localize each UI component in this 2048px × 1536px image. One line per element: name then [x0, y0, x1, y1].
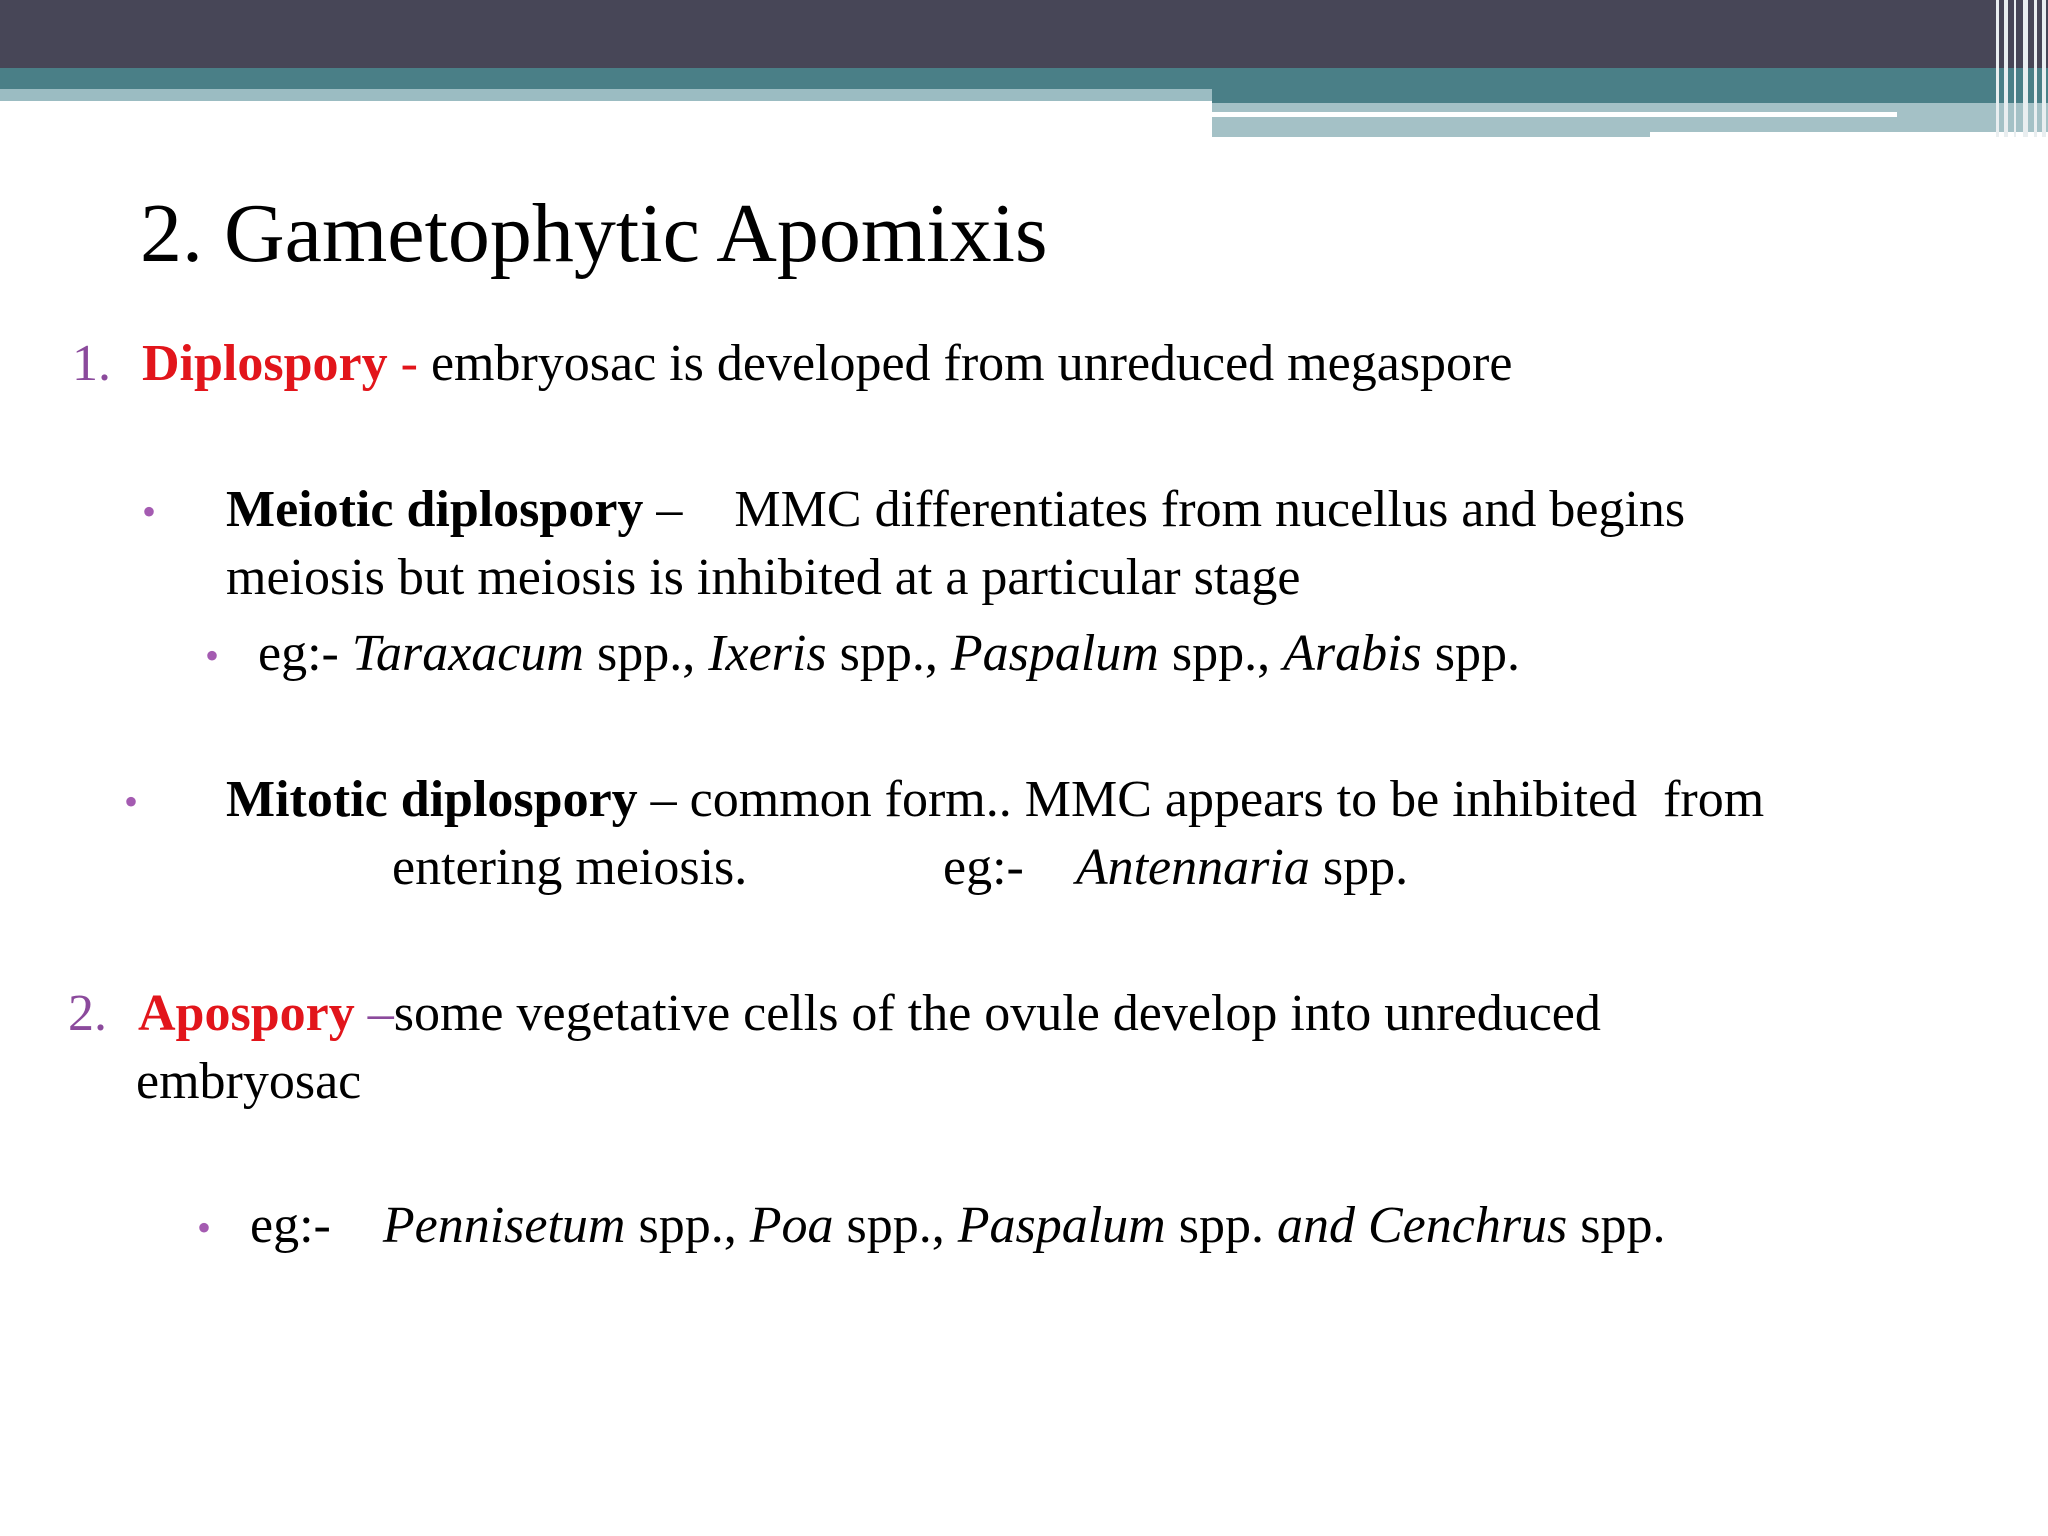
meiotic-description-line2: meiosis but meiosis is inhibited at a particular stage	[226, 549, 1301, 606]
example-prefix: eg:-	[258, 625, 352, 682]
mitotic-description-line2: entering meiosis.	[392, 839, 748, 896]
species-name: Taraxacum	[351, 625, 584, 682]
species-suffix: spp.	[1309, 839, 1409, 896]
meiotic-diplospory-line1	[226, 476, 1685, 544]
meiotic-diplospory-term: Meiotic diplospory	[226, 481, 644, 538]
species-name: Ixeris	[708, 625, 827, 682]
species-name: and Cenchrus	[1276, 1197, 1568, 1254]
banner-light-band-left	[0, 89, 1212, 101]
term-dash: –	[354, 985, 394, 1042]
species-suffix: spp.,	[1158, 625, 1284, 682]
banner-stripes	[1990, 0, 2048, 137]
bullet-marker: •	[205, 633, 220, 678]
species-suffix: spp.	[1165, 1197, 1277, 1254]
term-dash: -	[387, 335, 431, 392]
mitotic-diplospory-line2	[392, 834, 747, 902]
list-number: 2.	[68, 985, 107, 1042]
diplospory-heading	[72, 330, 1512, 398]
species-suffix: spp.	[1567, 1197, 1666, 1254]
banner-teal-band-right	[1212, 89, 2048, 103]
banner-dark-band	[0, 0, 2048, 68]
meiotic-example	[258, 620, 1520, 688]
species-name: Paspalum	[950, 625, 1159, 682]
species-name: Antennaria	[1075, 839, 1310, 896]
diplospory-term: Diplospory	[142, 335, 388, 392]
term-dash: –	[643, 481, 735, 538]
species-suffix: spp.,	[583, 625, 709, 682]
bullet-marker: •	[197, 1205, 212, 1250]
species-suffix: spp.,	[826, 625, 951, 682]
diplospory-definition: embryosac is developed from unreduced megaspore	[430, 335, 1513, 392]
bullet-marker: •	[124, 779, 139, 824]
species-suffix: spp.,	[833, 1197, 958, 1254]
species-name: Arabis	[1283, 625, 1422, 682]
species-suffix: spp.,	[625, 1197, 750, 1254]
bullet-marker: •	[142, 489, 157, 534]
apospory-description-line2: embryosac	[136, 1053, 362, 1110]
mitotic-diplospory-line1	[226, 766, 1764, 834]
species-name: Pennisetum	[382, 1197, 626, 1254]
mitotic-description-line1: – common form.. MMC appears to be inhibited from	[637, 771, 1765, 828]
mitotic-example	[943, 834, 1408, 902]
apospory-description-line1: some vegetative cells of the ovule develop into unreduced	[393, 985, 1601, 1042]
species-name: Poa	[749, 1197, 834, 1254]
meiotic-description-line1: MMC differentiates from nucellus and begins	[734, 481, 1686, 538]
mitotic-diplospory-term: Mitotic diplospory	[226, 771, 638, 828]
apospory-term: Apospory	[138, 985, 355, 1042]
slide-title: 2. Gametophytic Apomixis	[140, 187, 1048, 280]
example-prefix: eg:-	[943, 839, 1024, 896]
meiotic-diplospory-line2	[226, 544, 1300, 612]
banner-teal-band	[0, 68, 2048, 89]
apospory-line2	[136, 1048, 361, 1116]
list-number: 1.	[72, 335, 111, 392]
apospory-example	[250, 1192, 1666, 1260]
species-name: Paspalum	[957, 1197, 1166, 1254]
species-suffix: spp.	[1421, 625, 1521, 682]
example-prefix: eg:-	[250, 1197, 331, 1254]
banner-white-line	[1212, 112, 1897, 117]
apospory-heading	[68, 980, 1601, 1048]
banner-white-line	[1650, 132, 2048, 137]
